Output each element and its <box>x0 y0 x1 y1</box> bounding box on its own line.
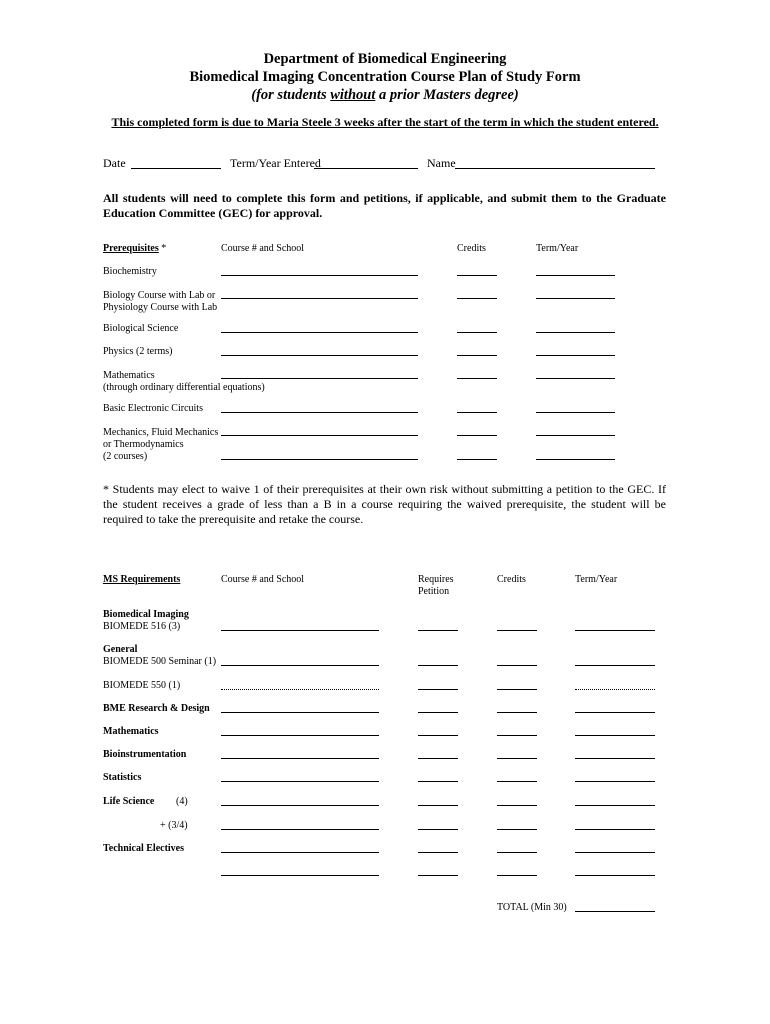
prereq-credits-field[interactable] <box>457 435 497 436</box>
prereq-term-field[interactable] <box>536 355 615 356</box>
ms-course-field[interactable] <box>221 665 379 666</box>
prereq-row-label: Mechanics, Fluid Mechanics <box>103 427 219 438</box>
ms-term-field[interactable] <box>575 852 655 853</box>
ms-course-field[interactable] <box>221 781 379 782</box>
waive-note: * Students may elect to waive 1 of their prerequisites at their own risk without submitting a petition to the GEC. If the student receives a grade of less than a B in a course requiring the waived prerequisite, the student will be required to take the prerequisite and retake the course. <box>103 482 666 526</box>
ms-petition-field[interactable] <box>418 781 458 782</box>
prereq-course-field[interactable] <box>221 332 418 333</box>
ms-petition-field[interactable] <box>418 875 458 876</box>
prereq-term-field[interactable] <box>536 435 615 436</box>
ms-technical-electives: Technical Electives <box>103 843 185 854</box>
ms-term-field[interactable] <box>575 665 655 666</box>
prereq-credits-field[interactable] <box>457 332 497 333</box>
name-label: Name <box>427 156 456 170</box>
header-line-2: Biomedical Imaging Concentration Course Plan of Study Form <box>189 69 581 85</box>
ms-petition-field[interactable] <box>418 665 458 666</box>
prereq-row-label: (through ordinary differential equations) <box>103 382 265 393</box>
ms-term-field[interactable] <box>575 829 655 830</box>
ms-term-field[interactable] <box>575 689 655 690</box>
ms-life-science-credits: (4) <box>176 796 188 807</box>
prereq-row-label: Mathematics <box>103 370 155 381</box>
ms-term-field[interactable] <box>575 781 655 782</box>
prereq-row-label: Physics (2 terms) <box>103 346 173 357</box>
ms-bme-research: BME Research & Design <box>103 703 210 714</box>
ms-col-credits: Credits <box>497 574 526 585</box>
ms-course-field[interactable] <box>221 630 379 631</box>
ms-biomede516: BIOMEDE 516 (3) <box>103 621 181 632</box>
prereq-heading: Prerequisites * <box>103 243 167 254</box>
date-label: Date <box>103 156 126 170</box>
term-entered-label: Term/Year Entered <box>230 156 321 170</box>
ms-course-field[interactable] <box>221 758 379 759</box>
prereq-course-field[interactable] <box>221 378 418 379</box>
ms-course-field[interactable] <box>221 805 379 806</box>
due-notice: This completed form is due to Maria Steele 3 weeks after the start of the term in which the student entered. <box>111 115 659 129</box>
instructions: All students will need to complete this form and petitions, if applicable, and submit them to the Graduate Education Committee (GEC) for approval. <box>103 191 666 220</box>
prereq-credits-field[interactable] <box>457 412 497 413</box>
ms-biomede550: BIOMEDE 550 (1) <box>103 680 181 691</box>
ms-petition-field[interactable] <box>418 689 458 690</box>
prereq-row-label: Basic Electronic Circuits <box>103 403 203 414</box>
prereq-row-label: (2 courses) <box>103 451 148 462</box>
ms-credits-field[interactable] <box>497 630 537 631</box>
prereq-row-label: Biochemistry <box>103 266 157 277</box>
ms-term-field[interactable] <box>575 712 655 713</box>
ms-credits-field[interactable] <box>497 805 537 806</box>
ms-bio-imaging: Biomedical Imaging <box>103 609 189 620</box>
ms-credits-field[interactable] <box>497 875 537 876</box>
ms-col-petition-2: Petition <box>418 586 450 597</box>
prereq-course-field[interactable] <box>221 298 418 299</box>
ms-credits-field[interactable] <box>497 665 537 666</box>
ms-petition-field[interactable] <box>418 630 458 631</box>
ms-term-field[interactable] <box>575 805 655 806</box>
prereq-row-label: Physiology Course with Lab <box>103 302 218 313</box>
ms-mathematics: Mathematics <box>103 726 159 737</box>
prereq-course-field[interactable] <box>221 355 418 356</box>
ms-plus-credits: + (3/4) <box>160 820 188 831</box>
prereq-row-label: or Thermodynamics <box>103 439 184 450</box>
ms-credits-field[interactable] <box>497 852 537 853</box>
prereq-credits-field[interactable] <box>457 355 497 356</box>
prereq-row-label: Biology Course with Lab or <box>103 290 216 301</box>
header-line-3: (for students without a prior Masters degree) <box>251 87 519 103</box>
ms-biomede500: BIOMEDE 500 Seminar (1) <box>103 656 217 667</box>
ms-petition-field[interactable] <box>418 805 458 806</box>
ms-credits-field[interactable] <box>497 781 537 782</box>
ms-credits-field[interactable] <box>497 735 537 736</box>
ms-course-field[interactable] <box>221 712 379 713</box>
prereq-course-field[interactable] <box>221 459 418 460</box>
term-entered-field[interactable] <box>314 168 418 169</box>
ms-course-field[interactable] <box>221 735 379 736</box>
total-field[interactable] <box>575 911 655 912</box>
ms-bioinstrumentation: Bioinstrumentation <box>103 749 187 760</box>
ms-general: General <box>103 644 138 655</box>
ms-statistics: Statistics <box>103 772 142 783</box>
ms-term-field[interactable] <box>575 630 655 631</box>
ms-course-field[interactable] <box>221 852 379 853</box>
prereq-term-field[interactable] <box>536 459 615 460</box>
prereq-term-field[interactable] <box>536 412 615 413</box>
prereq-col-credits: Credits <box>457 243 486 254</box>
prereq-term-field[interactable] <box>536 378 615 379</box>
ms-petition-field[interactable] <box>418 712 458 713</box>
ms-course-field[interactable] <box>221 689 379 690</box>
ms-credits-field[interactable] <box>497 758 537 759</box>
ms-col-petition: Requires <box>418 574 454 585</box>
ms-col-course: Course # and School <box>221 574 305 585</box>
prereq-credits-field[interactable] <box>457 275 497 276</box>
ms-credits-field[interactable] <box>497 829 537 830</box>
ms-petition-field[interactable] <box>418 829 458 830</box>
ms-petition-field[interactable] <box>418 852 458 853</box>
prereq-term-field[interactable] <box>536 298 615 299</box>
prereq-course-field[interactable] <box>221 435 418 436</box>
prereq-credits-field[interactable] <box>457 378 497 379</box>
prereq-course-field[interactable] <box>221 275 418 276</box>
prereq-row-label: Biological Science <box>103 323 179 334</box>
prereq-term-field[interactable] <box>536 275 615 276</box>
name-field[interactable] <box>455 168 655 169</box>
ms-heading: MS Requirements <box>103 574 181 585</box>
prereq-credits-field[interactable] <box>457 459 497 460</box>
ms-col-term: Term/Year <box>575 574 618 585</box>
ms-term-field[interactable] <box>575 735 655 736</box>
ms-credits-field[interactable] <box>497 712 537 713</box>
prereq-term-field[interactable] <box>536 332 615 333</box>
prereq-col-course: Course # and School <box>221 243 305 254</box>
date-field[interactable] <box>131 168 221 169</box>
ms-petition-field[interactable] <box>418 758 458 759</box>
ms-course-field[interactable] <box>221 875 379 876</box>
total-label: TOTAL (Min 30) <box>497 902 567 913</box>
prereq-col-term: Term/Year <box>536 243 579 254</box>
prereq-course-field[interactable] <box>221 412 418 413</box>
ms-term-field[interactable] <box>575 758 655 759</box>
header-line-1: Department of Biomedical Engineering <box>263 51 507 67</box>
prereq-credits-field[interactable] <box>457 298 497 299</box>
ms-term-field[interactable] <box>575 875 655 876</box>
ms-petition-field[interactable] <box>418 735 458 736</box>
ms-course-field[interactable] <box>221 829 379 830</box>
ms-life-science: Life Science <box>103 796 155 807</box>
ms-credits-field[interactable] <box>497 689 537 690</box>
